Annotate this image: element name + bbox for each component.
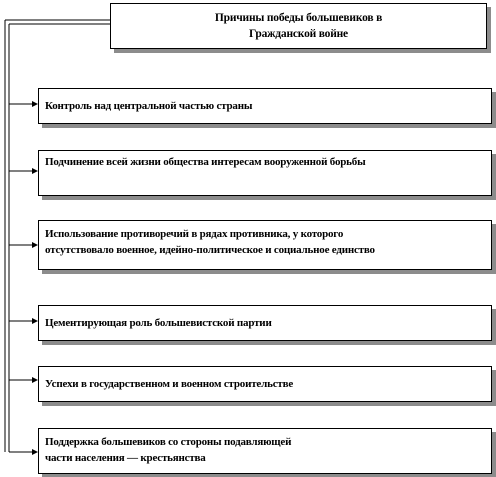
reason-box-party-role xyxy=(38,305,492,341)
reason-text-line-1: Поддержка большевиков со стороны подавляющей xyxy=(45,436,292,448)
title-line-1: Причины победы большевиков в xyxy=(214,12,383,24)
reason-box-peasant-support xyxy=(38,428,492,474)
reason-text-line-1: Использование противоречий в рядах противника, у которого xyxy=(45,228,344,240)
reason-box-state-building xyxy=(38,366,492,402)
reason-box-subordination xyxy=(38,150,492,196)
reason-text: Успехи в государственном и военном строительстве xyxy=(45,378,294,390)
reason-box-enemy-contradictions xyxy=(38,220,492,270)
reason-text: Цементирующая роль большевистской партии xyxy=(45,317,272,329)
reason-text-line-2: части населения — крестьянства xyxy=(45,452,206,464)
reason-text-line-2: отсутствовало военное, идейно-политическое и социальное единство xyxy=(45,244,375,256)
reason-text: Подчинение всей жизни общества интересам вооруженной борьбы xyxy=(45,156,366,168)
diagram-title-box xyxy=(110,3,487,49)
reason-box-central-control xyxy=(38,88,492,124)
title-line-2: Гражданской войне xyxy=(249,28,348,40)
reason-text: Контроль над центральной частью страны xyxy=(45,100,253,112)
